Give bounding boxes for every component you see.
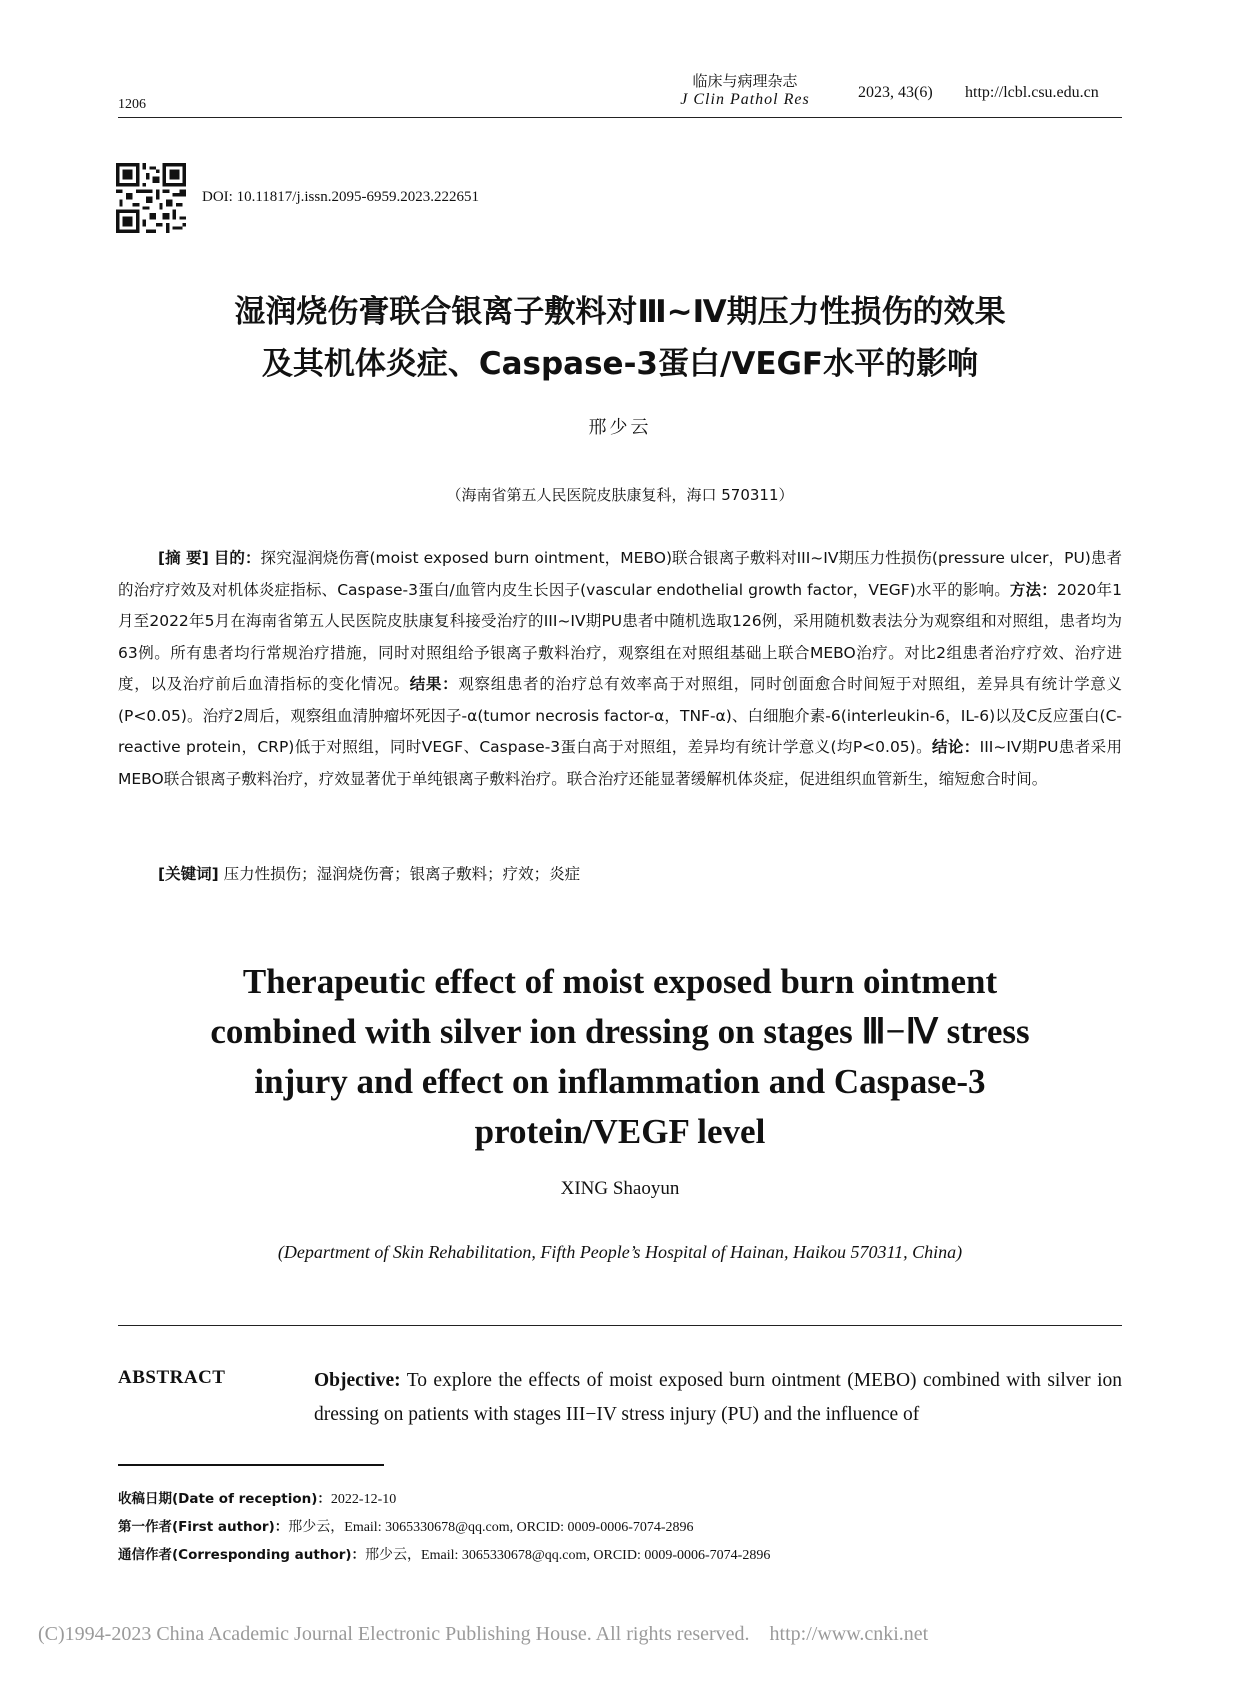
en-objective-text: To explore the effects of moist exposed burn ointment (MEBO) combined with silver ion dressing on patients with stages III−IV stress injury (PU) and the influence of [314,1370,1122,1425]
journal-volume: 2023, 43(6) [858,84,933,101]
cn-title-line: 湿润烧伤膏联合银离子敷料对Ⅲ~Ⅳ期压力性损伤的效果 [234,294,1006,330]
qr-code-icon [116,163,186,233]
en-abstract [314,1364,1122,1432]
cn-title [118,286,1122,390]
section-divider [118,1325,1122,1326]
footnote-label: 通信作者(Corresponding author)： [118,1547,366,1563]
cn-abstract-label: [摘 要] [158,549,209,567]
copyright-notice: (C)1994-2023 China Academic Journal Electronic Publishing House. All rights reserved. http://www.cnki.net [38,1623,929,1645]
footnote-value: 邢少云，Email: 3065330678@qq.com, ORCID: 0009-0006-7074-2896 [288,1520,694,1535]
cn-keywords-text: 压力性损伤；湿润烧伤膏；银离子敷料；疗效；炎症 [223,865,581,883]
header-divider [118,117,1122,118]
journal-name-cn: 临床与病理杂志 [692,72,798,90]
cn-conclusion-text: III~IV期PU患者采用MEBO联合银离子敷料治疗，疗效显著优于单纯银离子敷料治疗。联合治疗还能显著缓解机体炎症，促进组织血管新生，缩短愈合时间。 [118,738,1122,788]
footnote-value: 邢少云，Email: 3065330678@qq.com, ORCID: 0009-0006-7074-2896 [365,1548,771,1563]
footnote-label: 第一作者(First author)： [118,1519,289,1535]
journal-name-block [660,70,830,109]
cn-author: 邢少云 [588,417,652,438]
en-affiliation: (Department of Skin Rehabilitation, Fifth People’s Hospital of Hainan, Haikou 570311, China) [277,1242,963,1262]
cn-methods-text: 2020年1月至2022年5月在海南省第五人民医院皮肤康复科接受治疗的III~IV期PU患者中随机选取126例，采用随机数表法分为观察组和对照组，患者均为63例。所有患者均行常规治疗措施，同时对照组给予银离子敷料治疗，观察组在对照组基础上联合MEBO治疗。对比2组患者治疗疗效、治疗进度，以及治疗前后血清指标的变化情况。 [118,580,1122,693]
cn-objective-text: 探究湿润烧伤膏(moist exposed burn ointment，MEBO)联合银离子敷料对III~IV期压力性损伤(pressure ulcer，PU)患者的治疗疗效及对机体炎症指标、Caspase-3蛋白/血管内皮生长因子(vascular endothelial growth factor，VEGF)水平的影响。 [118,549,1122,599]
cn-title-line: 及其机体炎症、Caspase-3蛋白/VEGF水平的影响 [261,346,979,382]
cn-keywords-label: [关键词] [158,865,219,883]
cn-methods-label: 方法： [1009,580,1057,599]
doi: DOI: 10.11817/j.issn.2095-6959.2023.222651 [202,189,479,205]
en-title-line: protein/VEGF level [474,1112,766,1151]
footnote-divider [118,1464,384,1466]
cn-keywords [118,862,1122,884]
cn-results-label: 结果： [409,675,459,693]
page-number: 1206 [118,97,146,112]
en-title [118,957,1122,1157]
en-author: XING Shaoyun [560,1178,680,1199]
footnote-value: 2022-12-10 [330,1492,397,1507]
cn-affiliation: （海南省第五人民医院皮肤康复科，海口 570311） [446,486,794,504]
en-title-line: combined with silver ion dressing on stages Ⅲ−Ⅳ stress [210,1012,1030,1051]
footnote-label: 收稿日期(Date of reception)： [118,1491,331,1507]
footnote-reception [118,1487,396,1508]
journal-name-en: J Clin Pathol Res [680,91,810,108]
en-title-line: Therapeutic effect of moist exposed burn ointment [242,962,998,1001]
cn-objective-label: 目的： [213,549,261,567]
cn-abstract [118,543,1122,795]
journal-url[interactable]: http://lcbl.csu.edu.cn [965,84,1099,101]
cn-conclusion-label: 结论： [931,738,980,756]
en-objective-label: Objective: [314,1370,401,1391]
cn-results-text: 观察组患者的治疗总有效率高于对照组，同时创面愈合时间短于对照组，差异具有统计学意义(P<0.05)。治疗2周后，观察组血清肿瘤坏死因子-α(tumor necrosis factor-α，TNF-α)、白细胞介素-6(interleukin-6，IL-6)以及C反应蛋白(C-reactive protein，CRP)低于对照组，同时VEGF、Caspase-3蛋白高于对照组，差异均有统计学意义(均P<0.05)。 [118,675,1122,756]
footnote-first-author [118,1515,694,1536]
footnote-corresponding-author [118,1543,770,1564]
en-abstract-label: ABSTRACT [118,1367,226,1388]
en-title-line: injury and effect on inflammation and Caspase-3 [254,1062,986,1101]
